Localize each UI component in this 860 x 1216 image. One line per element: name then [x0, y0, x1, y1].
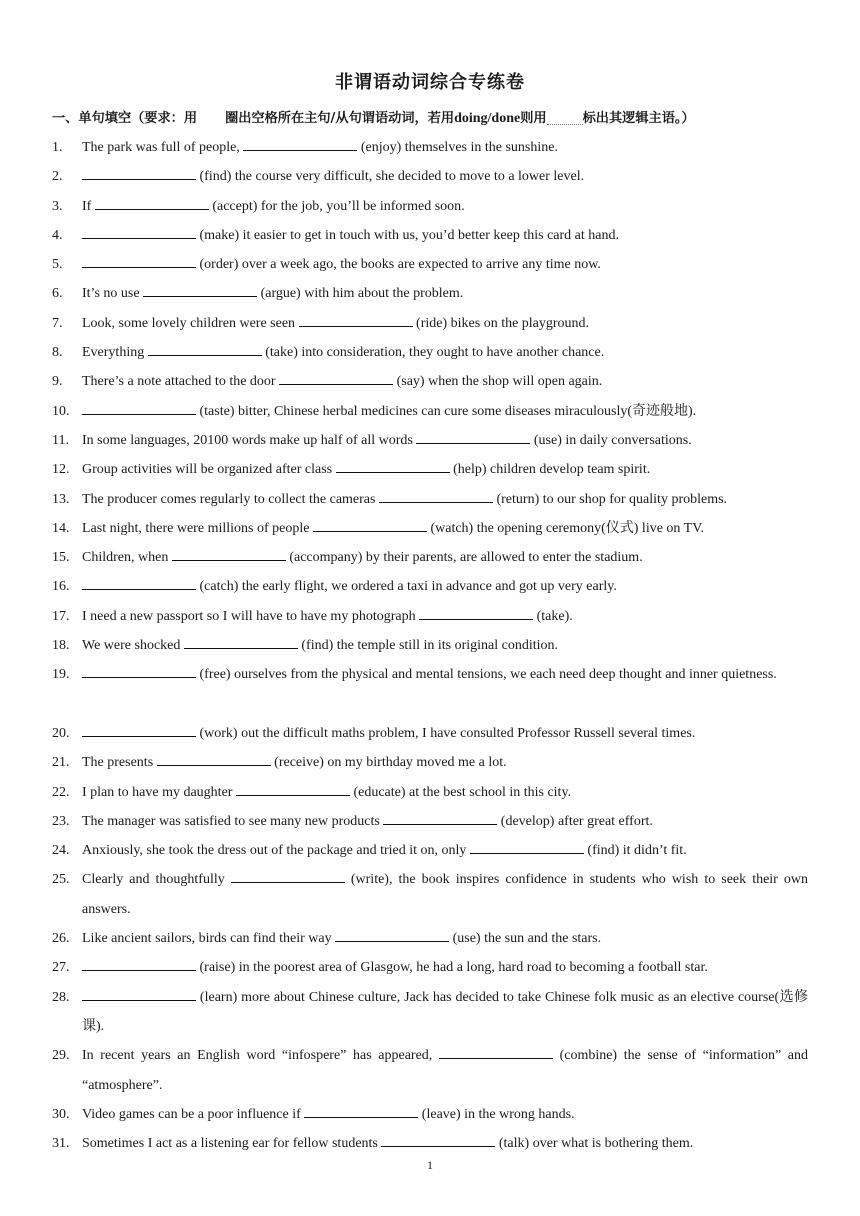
question-item	[0, 543, 860, 572]
question-text	[82, 953, 808, 982]
question-text-before: The manager was satisfied to see many new products	[82, 813, 380, 829]
question-text-after: (receive) on my birthday moved me a lot.	[274, 755, 507, 771]
question-text-before: The park was full of people,	[82, 140, 240, 155]
question-number: 7.	[52, 315, 63, 331]
question-number: 9.	[52, 374, 63, 390]
question-text-after: (find) the course very difficult, she decided to move to a lower level.	[199, 169, 585, 185]
question-text-after: (say) when the shop will open again.	[396, 374, 603, 390]
question-text-before: Last night, there were millions of people	[82, 520, 310, 536]
question-item	[0, 660, 860, 719]
question-text	[82, 221, 808, 250]
question-item	[0, 983, 860, 1042]
answer-blank[interactable]	[82, 724, 196, 737]
question-text-before: Children, when	[82, 550, 169, 566]
question-text	[82, 924, 808, 953]
answer-blank[interactable]	[304, 1105, 418, 1118]
question-text-before: Video games can be a poor influence if	[82, 1106, 301, 1122]
question-text-after: (taste) bitter, Chinese herbal medicines can cure some diseases miraculously(奇迹般地).	[199, 403, 697, 419]
question-item	[0, 836, 860, 865]
question-number: 23.	[52, 813, 70, 829]
question-text	[82, 543, 808, 572]
question-text-after: (write), the book inspires confidence in students who wish to seek their own answers.	[82, 872, 809, 917]
question-text	[82, 807, 808, 836]
answer-blank[interactable]	[299, 314, 413, 327]
question-list	[0, 133, 860, 1158]
question-number: 28.	[52, 989, 70, 1005]
answer-blank[interactable]	[148, 343, 262, 356]
question-item	[0, 250, 860, 279]
question-number: 2.	[52, 169, 63, 185]
question-number: 29.	[52, 1048, 70, 1064]
answer-blank[interactable]	[82, 665, 196, 678]
question-number: 20.	[52, 725, 70, 741]
question-text	[82, 367, 808, 396]
question-item	[0, 338, 860, 367]
answer-blank[interactable]	[381, 1134, 495, 1147]
question-number: 10.	[52, 403, 70, 419]
question-item	[0, 514, 860, 543]
question-item	[0, 1041, 860, 1100]
question-number: 1.	[52, 140, 63, 155]
question-number: 27.	[52, 960, 70, 976]
answer-blank[interactable]	[82, 402, 196, 415]
question-item	[0, 221, 860, 250]
question-text-before: Like ancient sailors, birds can find their way	[82, 931, 332, 947]
question-text	[82, 660, 808, 689]
question-text-after: (leave) in the wrong hands.	[421, 1106, 575, 1122]
question-item	[0, 279, 860, 308]
question-text-before: Group activities will be organized after class	[82, 462, 333, 478]
question-text	[82, 279, 808, 308]
answer-blank[interactable]	[313, 519, 427, 532]
question-text	[82, 426, 808, 455]
answer-blank[interactable]	[470, 841, 584, 854]
question-text-after: (educate) at the best school in this city.	[353, 784, 572, 800]
question-text	[82, 983, 808, 1042]
question-text-before: Everything	[82, 345, 145, 361]
question-text-after: (learn) more about Chinese culture, Jack has decided to take Chinese folk music as an elective course(选修课).	[82, 989, 809, 1034]
question-number: 24.	[52, 843, 70, 859]
question-text	[82, 1129, 808, 1158]
question-text	[82, 309, 808, 338]
question-text	[82, 485, 808, 514]
page-title: 非谓语动词综合专练卷	[335, 72, 525, 93]
answer-blank[interactable]	[383, 812, 497, 825]
question-item	[0, 133, 860, 162]
question-text-before: The presents	[82, 755, 154, 771]
question-text-after: (watch) the opening ceremony(仪式) live on TV.	[430, 520, 705, 536]
question-text-before: Sometimes I act as a listening ear for fellow students	[82, 1136, 378, 1152]
question-text	[82, 192, 808, 221]
answer-blank[interactable]	[82, 226, 196, 239]
question-text	[82, 836, 808, 865]
question-number: 16.	[52, 579, 70, 595]
question-text	[82, 250, 808, 279]
answer-blank[interactable]	[82, 255, 196, 268]
question-text	[82, 602, 808, 631]
question-item	[0, 485, 860, 514]
question-item	[0, 309, 860, 338]
question-number: 21.	[52, 755, 70, 771]
answer-blank[interactable]	[335, 929, 449, 942]
question-text-after: (catch) the early flight, we ordered a taxi in advance and got up very early.	[199, 579, 617, 595]
question-number: 19.	[52, 667, 70, 683]
question-text-after: (raise) in the poorest area of Glasgow, he had a long, hard road to becoming a football star.	[199, 960, 708, 976]
question-number: 25.	[52, 872, 70, 888]
question-item	[0, 1129, 860, 1158]
question-number: 11.	[52, 432, 69, 448]
question-text	[82, 778, 808, 807]
question-text-after: (free) ourselves from the physical and mental tensions, we each need deep thought and inner quietness.	[199, 667, 777, 683]
instruction-form: doing/done	[454, 111, 521, 126]
answer-blank[interactable]	[243, 138, 357, 151]
question-text	[82, 865, 808, 924]
question-text-after: (take) into consideration, they ought to have another chance.	[265, 345, 605, 361]
answer-blank[interactable]	[82, 958, 196, 971]
question-number: 17.	[52, 608, 70, 624]
question-number: 4.	[52, 227, 63, 243]
answer-blank[interactable]	[336, 460, 450, 473]
question-item	[0, 162, 860, 191]
answer-blank[interactable]	[172, 548, 286, 561]
question-number: 22.	[52, 784, 70, 800]
question-item	[0, 192, 860, 221]
question-text	[82, 572, 808, 601]
question-text-after: (talk) over what is bothering them.	[498, 1136, 694, 1152]
question-text-after: (take).	[536, 608, 573, 624]
question-text-after: (combine) the sense of “information” and “atmosphere”.	[82, 1048, 809, 1093]
question-item	[0, 426, 860, 455]
question-number: 6.	[52, 286, 63, 302]
question-text-before: We were shocked	[82, 638, 181, 654]
answer-blank[interactable]	[184, 636, 298, 649]
question-item	[0, 572, 860, 601]
question-text-before: It’s no use	[82, 286, 140, 302]
question-item	[0, 807, 860, 836]
question-text-after: (accept) for the job, you’ll be informed soon.	[212, 198, 465, 214]
question-text	[82, 338, 808, 367]
question-text-after: (enjoy) themselves in the sunshine.	[360, 140, 558, 155]
question-text-after: (make) it easier to get in touch with us, you’d better keep this card at hand.	[199, 227, 619, 243]
question-number: 15.	[52, 550, 70, 566]
answer-blank[interactable]	[157, 753, 271, 766]
instruction-part2: 圈出空格所在主句/从句谓语动词，若用	[225, 111, 455, 126]
question-text-after: (argue) with him about the problem.	[260, 286, 464, 302]
answer-blank[interactable]	[236, 783, 350, 796]
question-number: 3.	[52, 198, 63, 214]
question-item	[0, 1100, 860, 1129]
question-number: 14.	[52, 520, 70, 536]
instruction-part3: 则用	[520, 111, 547, 126]
question-item	[0, 455, 860, 484]
question-text-after: (ride) bikes on the playground.	[416, 315, 590, 331]
question-number: 26.	[52, 931, 70, 947]
answer-blank[interactable]	[231, 870, 345, 883]
question-number: 18.	[52, 638, 70, 654]
answer-blank[interactable]	[143, 284, 257, 297]
answer-blank[interactable]	[379, 490, 493, 503]
question-text-after: (work) out the difficult maths problem, I have consulted Professor Russell several times.	[199, 725, 696, 741]
question-text	[82, 1100, 808, 1129]
question-number: 8.	[52, 345, 63, 361]
question-item	[0, 924, 860, 953]
question-item	[0, 748, 860, 777]
question-text-after: (use) in daily conversations.	[533, 432, 692, 448]
question-number: 12.	[52, 462, 70, 478]
question-item	[0, 865, 860, 924]
question-text	[82, 397, 808, 426]
page-number: 1	[427, 1158, 433, 1172]
instruction-part4: 标出其逻辑主语。）	[582, 111, 695, 126]
question-item	[0, 602, 860, 631]
question-text-before: In some languages, 20100 words make up half of all words	[82, 432, 413, 448]
question-text-after: (use) the sun and the stars.	[452, 931, 602, 947]
question-text-after: (find) the temple still in its original condition.	[301, 638, 559, 654]
question-text-before: Look, some lovely children were seen	[82, 315, 296, 331]
question-text-before: Clearly and thoughtfully	[82, 872, 225, 888]
question-text-before: In recent years an English word “infospere” has appeared,	[82, 1048, 433, 1064]
question-text-after: (develop) after great effort.	[500, 813, 653, 829]
question-text	[82, 719, 808, 748]
question-text-before: If	[82, 198, 92, 214]
question-text-after: (accompany) by their parents, are allowed to enter the stadium.	[289, 550, 643, 566]
answer-blank[interactable]	[439, 1046, 553, 1059]
question-text	[82, 455, 808, 484]
question-item	[0, 397, 860, 426]
question-item	[0, 953, 860, 982]
question-text-after: (find) it didn’t fit.	[587, 843, 687, 859]
answer-blank[interactable]	[82, 577, 196, 590]
answer-blank[interactable]	[82, 167, 196, 180]
question-text-after: (help) children develop team spirit.	[453, 462, 651, 478]
question-number: 30.	[52, 1106, 70, 1122]
question-text-before: Anxiously, she took the dress out of the package and tried it on, only	[82, 843, 467, 859]
answer-blank[interactable]	[95, 197, 209, 210]
question-text-after: (return) to our shop for quality problems.	[496, 491, 728, 507]
question-text	[82, 133, 808, 162]
answer-blank[interactable]	[279, 372, 393, 385]
answer-blank[interactable]	[419, 607, 533, 620]
question-text	[82, 748, 808, 777]
wavy-underline-mark	[547, 112, 583, 125]
instruction-part1: 一、单句填空（要求：用	[52, 111, 198, 126]
question-text	[82, 514, 808, 543]
question-number: 31.	[52, 1136, 70, 1152]
question-text	[82, 162, 808, 191]
question-item	[0, 367, 860, 396]
answer-blank[interactable]	[416, 431, 530, 444]
question-text-before: I plan to have my daughter	[82, 784, 233, 800]
answer-blank[interactable]	[82, 988, 196, 1001]
question-text-after: (order) over a week ago, the books are expected to arrive any time now.	[199, 257, 601, 273]
question-text	[82, 631, 808, 660]
question-number: 13.	[52, 491, 70, 507]
section-instruction	[52, 107, 842, 127]
question-text-before: The producer comes regularly to collect the cameras	[82, 491, 376, 507]
question-item	[0, 778, 860, 807]
question-text	[82, 1041, 808, 1100]
question-item	[0, 719, 860, 748]
question-item	[0, 631, 860, 660]
question-number: 5.	[52, 257, 63, 273]
question-text-before: There’s a note attached to the door	[82, 374, 276, 390]
question-text-before: I need a new passport so I will have to have my photograph	[82, 608, 416, 624]
